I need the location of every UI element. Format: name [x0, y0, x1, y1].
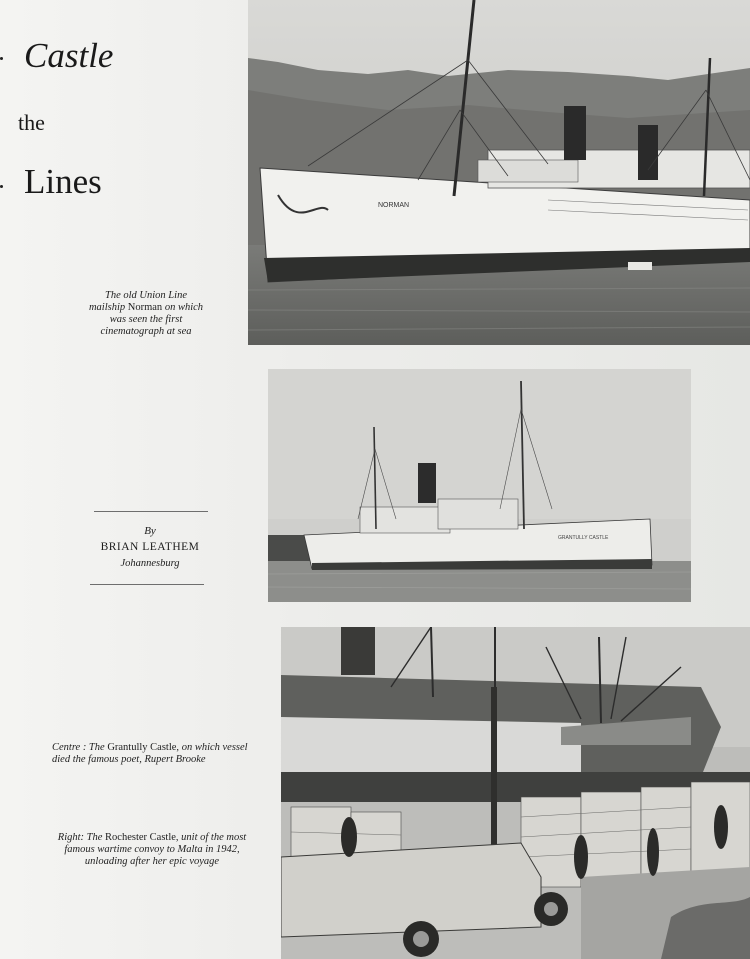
byline-rule-top	[94, 511, 208, 512]
caption-norman-shipname: Norman	[127, 302, 163, 313]
margin-mark	[0, 57, 3, 60]
title-lines: Lines	[24, 162, 102, 201]
photo-rochester-castle	[281, 627, 750, 959]
caption-norman	[86, 290, 206, 338]
byline-place: Johannesburg	[120, 558, 180, 569]
photo-grantully-castle	[268, 369, 691, 602]
margin-mark	[0, 185, 3, 188]
norman-ship-illustration	[248, 0, 750, 345]
caption-grantully-post: on which vessel died the famous poet, Rupert Brooke	[52, 742, 248, 765]
caption-rochester	[52, 832, 252, 868]
byline-rule-bottom	[90, 584, 204, 585]
caption-grantully-shipname: Grantully Castle,	[107, 742, 180, 753]
title-castle: Castle	[24, 36, 114, 75]
caption-rochester-post: unit of the most famous wartime convoy to Malta in 1942, unloading after her epic voyage	[64, 832, 247, 867]
norman-hull-name: NORMAN	[378, 202, 410, 209]
byline-label: By	[144, 525, 156, 537]
grantully-hull-name: GRANTULLY CASTLE	[558, 535, 609, 541]
byline-author: BRIAN LEATHEM	[100, 541, 200, 553]
photo-norman-ship	[248, 0, 750, 345]
rochester-ship-illustration	[281, 627, 750, 959]
title-the: the	[18, 110, 45, 135]
grantully-ship-illustration	[268, 369, 691, 602]
caption-grantully	[52, 742, 252, 766]
caption-rochester-shipname: Rochester Castle,	[105, 832, 179, 843]
caption-grantully-pre: Centre : The	[52, 742, 108, 753]
caption-norman-pre: The old Union Line mailship	[88, 290, 187, 313]
caption-norman-post: on which was seen the first cinematograph at sea	[100, 302, 204, 337]
caption-rochester-pre: Right: The	[57, 832, 106, 843]
